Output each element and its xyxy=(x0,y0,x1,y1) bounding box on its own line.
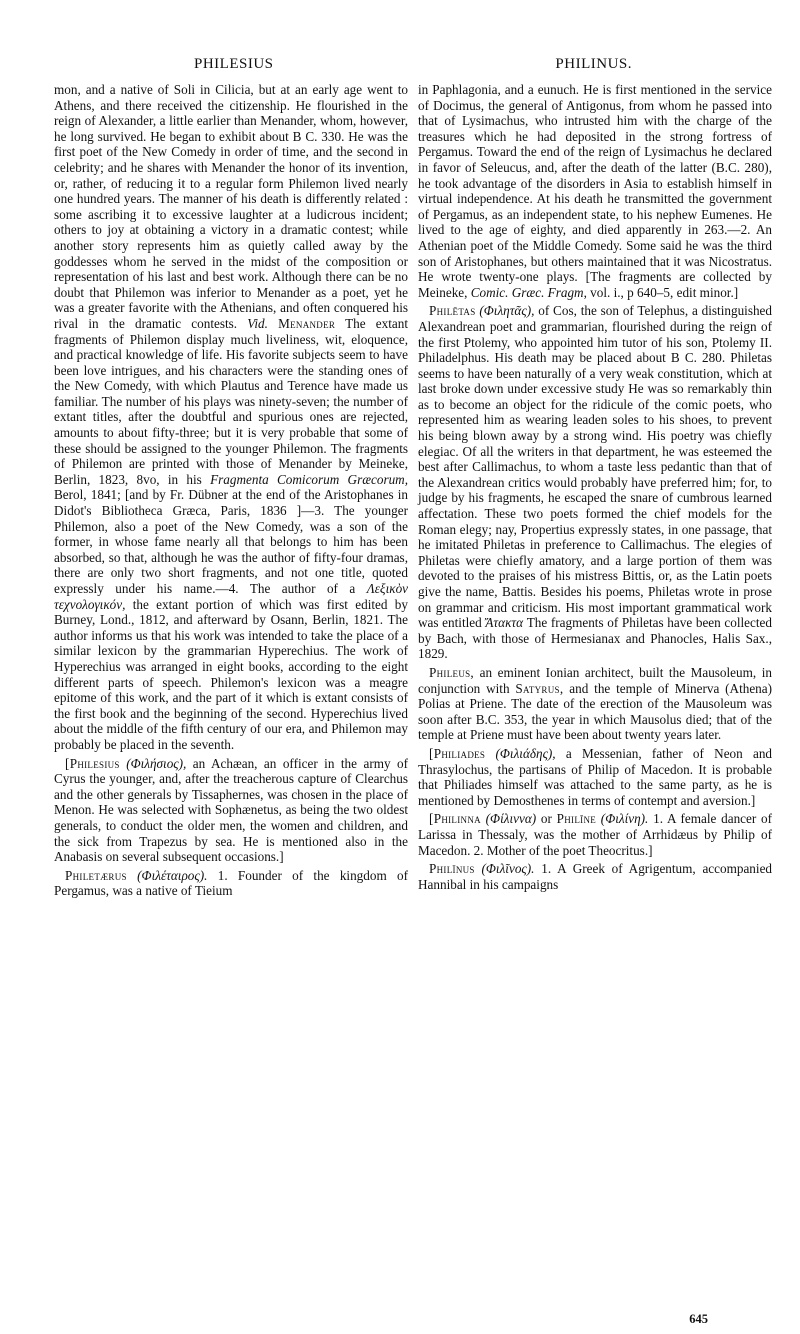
left-column xyxy=(54,82,408,899)
entry-philetaerus-continued: in Paphlagonia, and a eunuch. He is first mentioned in the service of Docimus, the general of Antigonus, from whom he passed into that of Lysimachus, who intrusted him with the charge of the treasures which he had deposited in the strong fortress of Pergamus. Toward the end of the reign of Lysimachus he declared in favor of Seleucus, and, after the death of the latter (B.C. 280), he took advantage of the disorders in Asia to establish himself in virtual independence. At his death he transmitted the government of Pergamus, as an independent state, to his nephew Eumenes. He lived to the age of eighty, and died apparently in 263.—2. An Athenian poet of the Middle Comedy. Some said he was the third son of Aristophanes, but others maintained that it was Nicostratus. He wrote twenty-one plays. [The fragments are collected by Meineke, Comic. Græc. Fragm, vol. i., p 640–5, edit minor.] xyxy=(418,82,772,300)
header-left: PHILESIUS xyxy=(194,56,274,72)
entry-philinna: [Philinna (Φίλιννα) or Philīne (Φιλίνη). 1. A female dancer of Larissa in Thessaly, was the mother of Arrhidæus by Philip of Macedon. 2. Mother of the poet Theocritus.] xyxy=(418,811,772,858)
entry-philemon-continued: mon, and a native of Soli in Cilicia, but at an early age went to Athens, and there received the citizenship. He flourished in the reign of Alexander, a little earlier than Menander, whom, however, he long survived. He began to exhibit about B C. 330. He was the first poet of the New Comedy in order of time, and the second in celebrity; and he shares with Menander the honor of its invention, or, rather, of reducing it to a regular form Philemon lived nearly one hundred years. The manner of his death is differently related : some ascribing it to excessive laughter at a ludicrous incident; others to joy at obtaining a victory in a dramatic contest; while another story represents him as quietly called away by the goddesses whom he served in the midst of the composition or representation of his last and best work. Although there can be no doubt that Philemon was inferior to Menander as a poet, yet he was a greater favorite with the Athenians, and often conquered his rival in the dramatic contests. Vid. Menander The extant fragments of Philemon display much liveliness, wit, eloquence, and practical knowledge of life. His favorite subjects seem to have been love intrigues, and his characters were the standing ones of the New Comedy, with which Plautus and Terence have made us familiar. The number of his plays was ninety-seven; the number of extant titles, after the doubtful and spurious ones are rejected, amounts to about fifty-three; but it is very probable that some of these should be assigned to the younger Philemon. The fragments of Philemon are printed with those of Menander by Meineke, Berlin, 1823, 8vo, in his Fragmenta Comicorum Græcorum, Berol, 1841; [and by Fr. Dübner at the end of the Aristophanes in Didot's Bibliotheca Græca, Paris, 1836 ]—3. The younger Philemon, also a poet of the New Comedy, was a son of the former, in whose fame nearly all that belongs to him has been absorbed, so that, although he was the author of fifty-four dramas, there are only two short fragments, and not one title, quoted expressly under his name.—4. The author of a Λεξικὸν τεχνολογικόν, the extant portion of which was first edited by Burney, Lond., 1812, and afterward by Osann, Berlin, 1821. The author informs us that his work was intended to take the place of a similar lexicon by the grammarian Hyperechius. The work of Hyperechius was arranged in eight books, according to the eight different parts of speech. Philemon's lexicon was a meagre epitome of this work, and the part of it which is extant consists of the first book and the beginning of the second. Hyperechius lived about the middle of the fifth century of our era, and Philemon may probably be placed in the seventh. xyxy=(54,82,409,752)
header-right: PHILINUS. xyxy=(555,56,632,72)
entry-philetaerus: Philetærus (Φιλέταιρος). 1. Founder of the kingdom of Pergamus, was a native of Tieium xyxy=(54,867,408,899)
entry-philetas: Philētas (Φιλητᾶς), of Cos, the son of Telephus, a distinguished Alexandrean poet and grammarian, flourished during the reign of the first Ptolemy, who appointed him tutor of his son, Ptolemy II. Philadelphus. His death may be placed about B C. 280. Philetas seems to have been naturally of a very weak constitution, which at last broke down under excessive study He was so remarkably thin as to become an object for the ridicule of the comic poets, who represented him as wearing leaden soles to his shoes, to prevent his being blown away by a strong wind. His poetry was chiefly elegiac. Of all the writers in that department, he was esteemed the best after Callimachus, to whom a taste less pedantic than that of the Alexandrean critics would probably have preferred him; for, to judge by his fragments, he escaped the snare of cumbrous learned affectation. These two poets formed the chief models for the Roman elegy; nay, Propertius expressly states, in one passage, that he imitated Philetas in preference to Callimachus. The elegies of Philetas were chiefly amatory, and a large portion of them was devoted to the praises of his mistress Bittis, or, as the Latin poets give the name, Battis. Besides his poems, Philetas wrote in prose on grammar and criticism. His most important grammatical work was entitled Ἄτακτα The fragments of Philetas have been collected by Bach, with those of Hermesianax and Phanocles, Halis Sax., 1829. xyxy=(418,303,773,662)
running-header xyxy=(54,56,772,80)
right-column xyxy=(418,82,772,899)
entry-philiades: [Philiades (Φιλιάδης), a Messenian, father of Neon and Thrasylochus, the partisans of Philip of Macedon. It is probable that Philiades himself was attached to the same party, as he is mentioned by Demosthenes in terms of contempt and aversion.] xyxy=(418,745,773,808)
page-number: 645 xyxy=(689,1312,708,1326)
entry-philesius: [Philesius (Φιλήσιος), an Achæan, an officer in the army of Cyrus the younger, and, after the treacherous capture of Clearchus and the other generals by Tissaphernes, was chosen in the place of Menon. He was selected with Sophænetus, as being the two oldest generals, to conduct the older men, the women and children, and the sick from Trapezus by sea. He is mentioned also in the Anabasis on several subsequent occasions.] xyxy=(54,755,408,865)
text-columns xyxy=(54,82,772,899)
entry-phileus: Phileus, an eminent Ionian architect, built the Mausoleum, in conjunction with Satyrus, and the temple of Minerva (Athena) Polias at Priene. The date of the erection of the Mausoleum was soon after B.C. 353, the year in which Mausolus died; that of the temple at Priene must have been about twenty years later. xyxy=(418,664,773,743)
entry-philinus: Philīnus (Φιλῖνος). 1. A Greek of Agrigentum, accompanied Hannibal in his campaigns xyxy=(418,861,773,892)
